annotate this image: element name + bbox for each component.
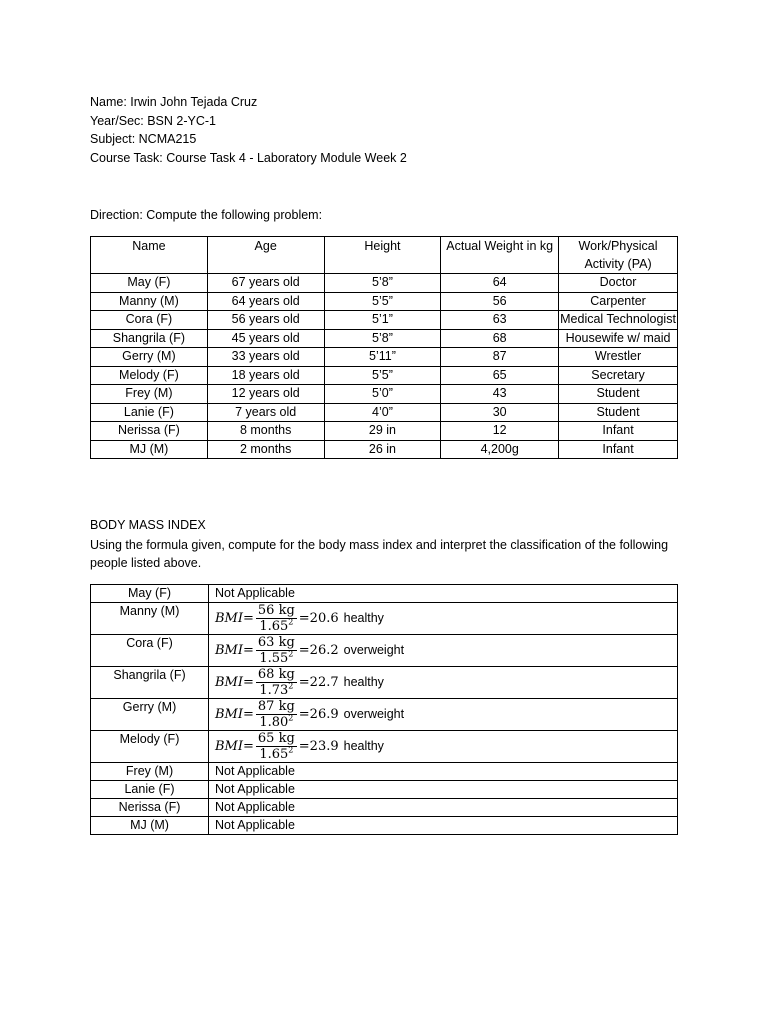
formula-lhs: BMI= xyxy=(215,643,254,658)
bmi-person-name: Gerry (M) xyxy=(91,699,209,731)
formula-numerator: 65 kg xyxy=(257,731,295,746)
table-cell: 64 years old xyxy=(207,292,324,311)
table-header-row xyxy=(91,237,678,274)
table-cell: 2 months xyxy=(207,440,324,459)
table-row xyxy=(91,329,678,348)
bmi-classification: healthy xyxy=(343,675,384,689)
height-meters: 1.65 xyxy=(259,619,289,634)
formula-fraction xyxy=(256,699,297,730)
bmi-person-name: Cora (F) xyxy=(91,635,209,667)
table-cell: Gerry (M) xyxy=(91,348,208,367)
bmi-person-name: Manny (M) xyxy=(91,603,209,635)
formula-numerator: 87 kg xyxy=(257,699,295,714)
table-cell: Infant xyxy=(559,422,678,441)
column-header: Name xyxy=(91,237,208,274)
bmi-result: =22.7 xyxy=(298,675,339,690)
table-cell: 4’0” xyxy=(324,403,441,422)
formula-denominator xyxy=(257,619,295,634)
table-cell: 4,200g xyxy=(441,440,559,459)
table-cell: 45 years old xyxy=(207,329,324,348)
formula-lhs: BMI= xyxy=(215,675,254,690)
table-cell: Wrestler xyxy=(559,348,678,367)
bmi-person-name: Melody (F) xyxy=(91,731,209,763)
bmi-person-name: Lanie (F) xyxy=(91,781,209,799)
column-header: Age xyxy=(207,237,324,274)
height-meters: 1.65 xyxy=(259,747,289,762)
table-cell: Lanie (F) xyxy=(91,403,208,422)
table-row xyxy=(91,348,678,367)
table-row xyxy=(91,311,678,330)
table-row xyxy=(91,440,678,459)
formula-fraction xyxy=(256,635,297,666)
formula-fraction xyxy=(256,731,297,762)
table-cell: Medical Technologist xyxy=(559,311,678,330)
table-cell: May (F) xyxy=(91,274,208,293)
formula-denominator xyxy=(257,715,295,730)
bmi-row xyxy=(91,817,678,835)
table-row xyxy=(91,274,678,293)
bmi-row xyxy=(91,585,678,603)
bmi-formula xyxy=(215,731,384,762)
bmi-row xyxy=(91,799,678,817)
table-cell: Student xyxy=(559,385,678,404)
table-cell: Melody (F) xyxy=(91,366,208,385)
table-cell: 68 xyxy=(441,329,559,348)
column-header: Work/Physical Activity (PA) xyxy=(559,237,678,274)
table-cell: 5’8” xyxy=(324,329,441,348)
table-cell: 5’0” xyxy=(324,385,441,404)
exponent: 2 xyxy=(288,617,294,627)
table-cell: 8 months xyxy=(207,422,324,441)
table-cell: Shangrila (F) xyxy=(91,329,208,348)
bmi-row xyxy=(91,667,678,699)
formula-numerator: 56 kg xyxy=(257,603,295,618)
table-cell: 5’5” xyxy=(324,292,441,311)
table-row xyxy=(91,385,678,404)
formula-denominator xyxy=(257,651,295,666)
bmi-formula xyxy=(215,699,404,730)
table-cell: MJ (M) xyxy=(91,440,208,459)
bmi-person-name: Frey (M) xyxy=(91,763,209,781)
bmi-value xyxy=(209,699,678,731)
column-header: Actual Weight in kg xyxy=(441,237,559,274)
table-cell: Housewife w/ maid xyxy=(559,329,678,348)
bmi-person-name: Shangrila (F) xyxy=(91,667,209,699)
bmi-classification: overweight xyxy=(343,707,405,721)
height-meters: 1.73 xyxy=(259,683,289,698)
bmi-classification: healthy xyxy=(343,739,384,753)
table-row xyxy=(91,403,678,422)
bmi-section-title: BODY MASS INDEX xyxy=(90,518,206,532)
table-cell: Secretary xyxy=(559,366,678,385)
bmi-row xyxy=(91,731,678,763)
bmi-value: Not Applicable xyxy=(209,781,678,799)
course-task: Course Task: Course Task 4 - Laboratory Module Week 2 xyxy=(90,150,407,165)
table-cell: 64 xyxy=(441,274,559,293)
table-cell: 26 in xyxy=(324,440,441,459)
formula-denominator xyxy=(257,747,295,762)
table-cell: 18 years old xyxy=(207,366,324,385)
table-cell: 5’11” xyxy=(324,348,441,367)
table-cell: Student xyxy=(559,403,678,422)
table-cell: Infant xyxy=(559,440,678,459)
year-section: Year/Sec: BSN 2-YC-1 xyxy=(90,113,216,128)
exponent: 2 xyxy=(288,713,294,723)
table-cell: 12 years old xyxy=(207,385,324,404)
bmi-person-name: Nerissa (F) xyxy=(91,799,209,817)
table-cell: 5’8” xyxy=(324,274,441,293)
table-cell: Doctor xyxy=(559,274,678,293)
formula-fraction xyxy=(256,667,297,698)
table-cell: 43 xyxy=(441,385,559,404)
bmi-result: =20.6 xyxy=(298,611,339,626)
formula-lhs: BMI= xyxy=(215,611,254,626)
table-cell: 63 xyxy=(441,311,559,330)
bmi-formula xyxy=(215,635,404,666)
bmi-row xyxy=(91,635,678,667)
table-row xyxy=(91,366,678,385)
bmi-value xyxy=(209,635,678,667)
bmi-value: Not Applicable xyxy=(209,585,678,603)
table-cell: 65 xyxy=(441,366,559,385)
table-cell: 7 years old xyxy=(207,403,324,422)
exponent: 2 xyxy=(288,681,294,691)
student-info xyxy=(90,93,407,167)
table-cell: Cora (F) xyxy=(91,311,208,330)
height-meters: 1.80 xyxy=(259,715,289,730)
formula-fraction xyxy=(256,603,297,634)
bmi-row xyxy=(91,699,678,731)
table-cell: Manny (M) xyxy=(91,292,208,311)
table-cell: Frey (M) xyxy=(91,385,208,404)
table-cell: Nerissa (F) xyxy=(91,422,208,441)
bmi-person-name: May (F) xyxy=(91,585,209,603)
table-row xyxy=(91,292,678,311)
patient-data-table xyxy=(90,236,678,459)
table-cell: 5’5” xyxy=(324,366,441,385)
table-cell: 5’1” xyxy=(324,311,441,330)
student-name: Name: Irwin John Tejada Cruz xyxy=(90,95,258,109)
table-cell: 56 xyxy=(441,292,559,311)
bmi-result: =26.9 xyxy=(298,707,339,722)
subject: Subject: NCMA215 xyxy=(90,132,197,146)
bmi-formula xyxy=(215,603,384,634)
table-cell: 12 xyxy=(441,422,559,441)
bmi-value: Not Applicable xyxy=(209,799,678,817)
bmi-value xyxy=(209,603,678,635)
bmi-value xyxy=(209,731,678,763)
exponent: 2 xyxy=(288,745,294,755)
bmi-value: Not Applicable xyxy=(209,763,678,781)
bmi-value xyxy=(209,667,678,699)
height-meters: 1.55 xyxy=(259,651,289,666)
bmi-value: Not Applicable xyxy=(209,817,678,835)
bmi-classification: overweight xyxy=(343,643,405,657)
bmi-result: =23.9 xyxy=(298,739,339,754)
bmi-table xyxy=(90,584,678,835)
table-cell: 56 years old xyxy=(207,311,324,330)
bmi-classification: healthy xyxy=(343,611,384,625)
bmi-result: =26.2 xyxy=(298,643,339,658)
table-cell: 67 years old xyxy=(207,274,324,293)
table-cell: 30 xyxy=(441,403,559,422)
formula-numerator: 68 kg xyxy=(257,667,295,682)
bmi-person-name: MJ (M) xyxy=(91,817,209,835)
formula-denominator xyxy=(257,683,295,698)
table-cell: 87 xyxy=(441,348,559,367)
table-cell: 29 in xyxy=(324,422,441,441)
bmi-row xyxy=(91,763,678,781)
table-row xyxy=(91,422,678,441)
bmi-formula xyxy=(215,667,384,698)
exponent: 2 xyxy=(288,649,294,659)
formula-lhs: BMI= xyxy=(215,739,254,754)
column-header: Height xyxy=(324,237,441,274)
bmi-row xyxy=(91,781,678,799)
bmi-row xyxy=(91,603,678,635)
bmi-instructions: Using the formula given, compute for the body mass index and interpret the classification of the following people listed above. xyxy=(90,538,669,570)
formula-lhs: BMI= xyxy=(215,707,254,722)
table-cell: Carpenter xyxy=(559,292,678,311)
table-cell: 33 years old xyxy=(207,348,324,367)
formula-numerator: 63 kg xyxy=(257,635,295,650)
direction-text: Direction: Compute the following problem: xyxy=(90,208,323,222)
